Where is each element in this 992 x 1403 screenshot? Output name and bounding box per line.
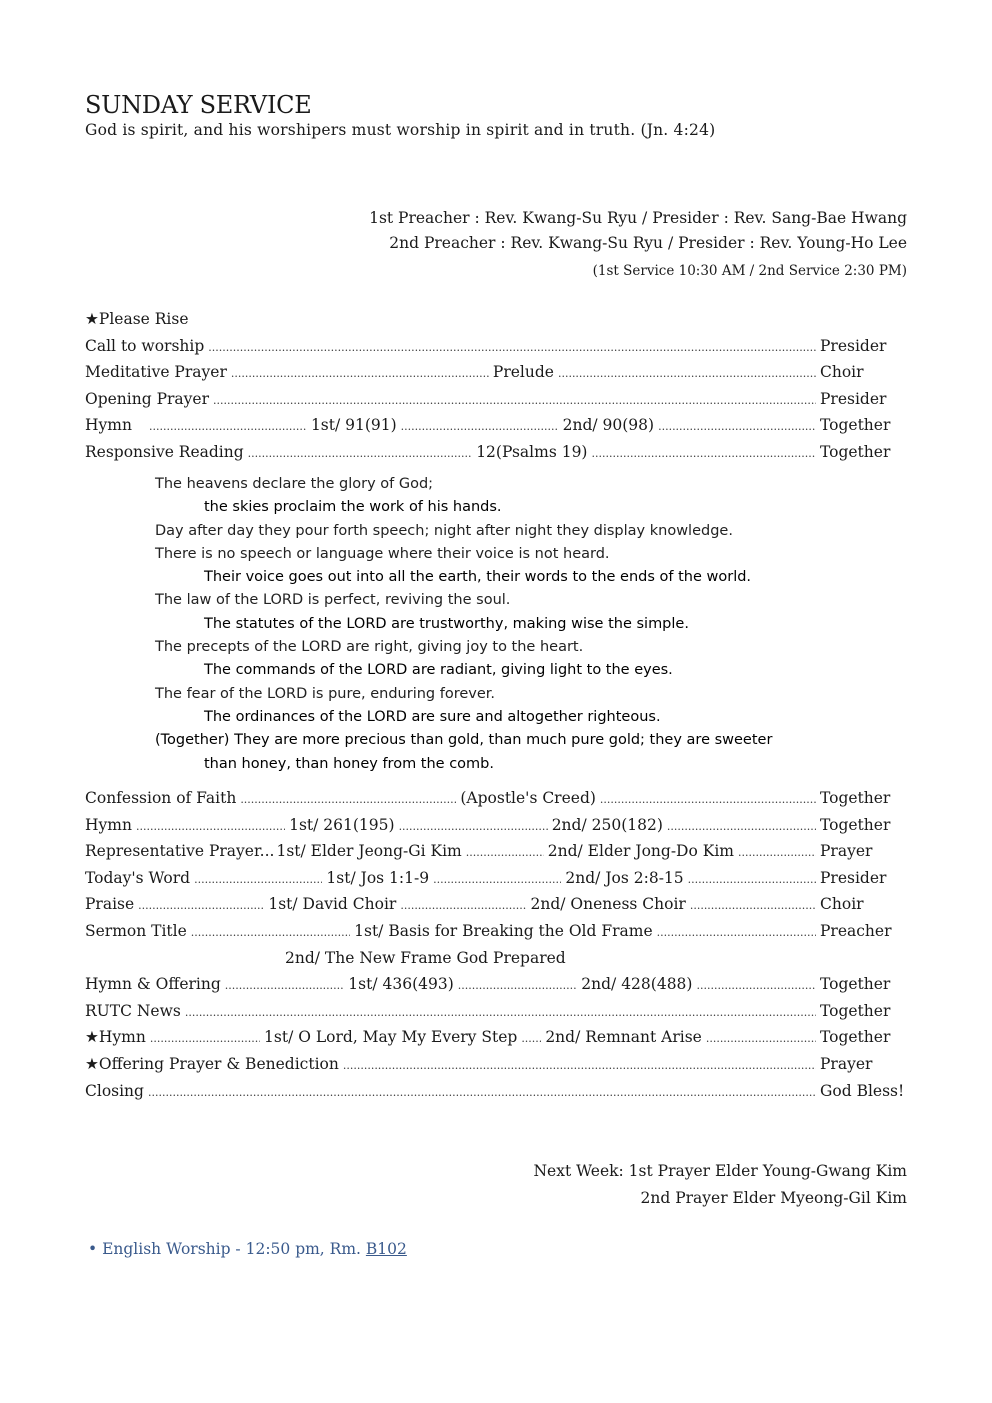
order-first: 1st/ 261(195) [289, 815, 395, 834]
reading-leader-line: There is no speech or language where their voice is not heard. [155, 545, 610, 562]
leader-dots [591, 439, 816, 466]
order-row-responsive [85, 439, 905, 466]
order-first: 1st/ Elder Jeong-Gi Kim [276, 842, 462, 861]
room-link[interactable]: B102 [365, 1240, 407, 1258]
leader-dots [231, 359, 489, 386]
order-row-confession [85, 785, 905, 812]
reading-people-line: the skies proclaim the work of his hands. [204, 499, 502, 516]
order-role: Together [820, 815, 891, 834]
order-role: Together [820, 442, 891, 461]
leader-dots [600, 785, 816, 812]
order-row-praise [85, 891, 905, 918]
order-first: 1st/ Basis for Breaking the Old Frame [354, 921, 653, 940]
leader-dots [148, 1078, 816, 1105]
responsive-reading [155, 473, 855, 776]
order-item: Today's Word [85, 868, 191, 887]
please-rise: ★Please Rise [85, 310, 189, 328]
order-second: 2nd/ 428(488) [581, 975, 693, 994]
leader-dots [150, 1024, 260, 1051]
leader-dots [225, 971, 345, 998]
order-item: Representative Prayer... [85, 842, 275, 861]
order-item: Opening Prayer [85, 389, 209, 408]
reading-people-line: than honey, than honey from the comb. [204, 755, 494, 772]
next-week-first: Next Week: 1st Prayer Elder Young-Gwang Kim [533, 1162, 907, 1180]
leader-dots [185, 998, 816, 1025]
leader-dots [194, 865, 322, 892]
page-title: SUNDAY SERVICE [85, 91, 312, 119]
leader-dots [248, 439, 473, 466]
next-week-second: 2nd Prayer Elder Myeong-Gil Kim [640, 1189, 907, 1207]
order-of-service-bottom [85, 785, 905, 1104]
leader-dots [149, 412, 307, 439]
order-mid: (Apostle's Creed) [460, 789, 596, 807]
reading-people-line: The statutes of the LORD are trustworthy, making wise the simple. [204, 615, 689, 632]
leader-dots [690, 891, 816, 918]
order-item: Responsive Reading [85, 442, 244, 461]
leader-dots [667, 812, 816, 839]
order-role: Choir [820, 363, 864, 382]
order-row-hymn [85, 812, 905, 839]
order-row-star-hymn [85, 1024, 905, 1051]
leader-dots [136, 812, 285, 839]
leader-dots [213, 386, 816, 413]
order-item: RUTC News [85, 1001, 181, 1020]
order-item: Praise [85, 895, 135, 914]
leader-dots [658, 412, 816, 439]
reading-leader-line: The heavens declare the glory of God; [155, 476, 434, 492]
order-second: 2nd/ Elder Jong-Do Kim [547, 842, 734, 861]
preacher-info [369, 206, 907, 286]
reading-people-line: The commands of the LORD are radiant, giving light to the eyes. [204, 662, 673, 679]
order-first: 1st/ David Choir [268, 895, 397, 914]
order-second: 2nd/ 90(98) [562, 416, 655, 435]
order-mid: 12(Psalms 19) [476, 442, 588, 461]
first-preacher: 1st Preacher : Rev. Kwang-Su Ryu / Presider : Rev. Sang-Bae Hwang [369, 209, 907, 227]
order-role: Together [819, 975, 891, 994]
order-row-hymn-offering [85, 971, 905, 998]
leader-dots [138, 891, 264, 918]
order-second: 2nd/ 250(182) [551, 815, 663, 834]
order-role: God Bless! [820, 1081, 905, 1100]
order-row-todays-word [85, 865, 905, 892]
order-role: Together [820, 1028, 891, 1047]
order-role: Together [820, 1001, 891, 1020]
leader-dots [657, 918, 816, 945]
order-role: Together [819, 789, 891, 807]
order-item: Closing [85, 1081, 144, 1100]
order-row-call [85, 333, 905, 360]
order-mid: Prelude [492, 363, 554, 382]
second-preacher: 2nd Preacher : Rev. Kwang-Su Ryu / Presider : Rev. Young-Ho Lee [389, 234, 907, 252]
order-row-hymn [85, 412, 905, 439]
leader-dots [458, 971, 578, 998]
leader-dots [208, 333, 816, 360]
sermon-second-title: 2nd/ The New Frame God Prepared [285, 948, 566, 967]
order-item: ★Hymn [85, 1028, 146, 1047]
reading-people-line: The ordinances of the LORD are sure and altogether righteous. [204, 708, 661, 725]
reading-leader-line: The precepts of the LORD are right, giving joy to the heart. [155, 639, 584, 656]
reading-leader-line: The law of the LORD is perfect, reviving the soul. [155, 592, 511, 609]
leader-dots [696, 971, 816, 998]
order-role: Together [820, 416, 891, 435]
scripture-verse: God is spirit, and his worshipers must worship in spirit and in truth. (Jn. 4:24) [85, 121, 716, 139]
leader-dots [738, 838, 816, 865]
order-item: Call to worship [85, 336, 205, 355]
order-item: Confession of Faith [85, 789, 237, 807]
order-row-closing [85, 1078, 905, 1105]
order-role: Prayer [820, 842, 873, 861]
order-first: 1st/ 436(493) [348, 975, 454, 994]
reading-leader-line: The fear of the LORD is pure, enduring forever. [155, 685, 496, 702]
order-role: Presider [820, 389, 887, 408]
reading-people-line: Their voice goes out into all the earth, their words to the ends of the world. [204, 569, 752, 586]
order-role: Prayer [820, 1054, 873, 1073]
order-item: Meditative Prayer [85, 363, 227, 382]
order-role: Presider [820, 336, 887, 355]
order-second: 2nd/ Remnant Arise [545, 1028, 702, 1047]
english-worship-note [88, 1240, 407, 1258]
next-week-info [533, 1158, 907, 1212]
order-item: Hymn [85, 416, 132, 435]
order-row-opening [85, 386, 905, 413]
order-item: Sermon Title [85, 921, 187, 940]
order-first: 1st/ O Lord, May My Every Step [264, 1028, 518, 1047]
leader-dots [706, 1024, 816, 1051]
order-role: Preacher [819, 921, 892, 940]
leader-dots [466, 838, 544, 865]
order-second: 2nd/ Oneness Choir [530, 895, 686, 914]
order-item: Hymn & Offering [85, 975, 221, 994]
order-row-rutc-news [85, 998, 905, 1025]
order-first: 1st/ Jos 1:1-9 [326, 868, 430, 887]
leader-dots [400, 891, 526, 918]
service-times: (1st Service 10:30 AM / 2nd Service 2:30 PM) [592, 263, 907, 279]
order-row-sermon-title [85, 918, 905, 945]
english-worship-text: • English Worship - 12:50 pm, Rm. [88, 1240, 366, 1258]
reading-leader-line: Day after day they pour forth speech; night after night they display knowledge. [155, 522, 733, 539]
leader-dots [558, 359, 816, 386]
leader-dots [521, 1024, 541, 1051]
order-first: 1st/ 91(91) [310, 416, 397, 435]
order-role: Choir [820, 895, 864, 914]
reading-together-line: (Together) They are more precious than gold, than much pure gold; they are sweeter [155, 732, 773, 749]
leader-dots [191, 918, 350, 945]
leader-dots [343, 1051, 816, 1078]
leader-dots [399, 812, 548, 839]
order-row-representative-prayer [85, 838, 905, 865]
order-second: 2nd/ Jos 2:8-15 [565, 868, 684, 887]
order-row-meditative [85, 359, 905, 386]
order-item: Hymn [85, 815, 132, 834]
leader-dots [688, 865, 816, 892]
leader-dots [240, 785, 456, 812]
leader-dots [401, 412, 559, 439]
order-item: ★Offering Prayer & Benediction [85, 1054, 339, 1073]
order-row-benediction [85, 1051, 905, 1078]
order-of-service-top [85, 306, 905, 466]
leader-dots [433, 865, 561, 892]
order-role: Presider [819, 868, 887, 887]
